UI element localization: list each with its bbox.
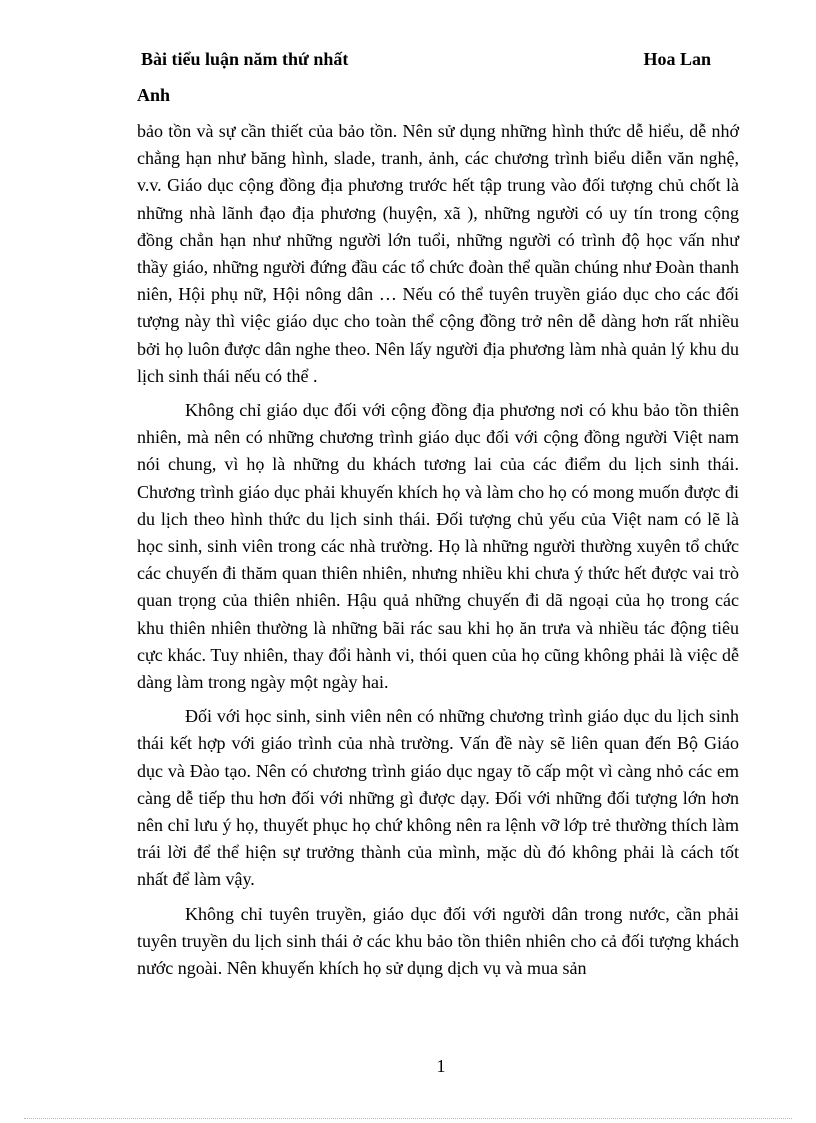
- paragraph-3: Đối với học sinh, sinh viên nên có những chương trình giáo dục du lịch sinh thái kết hợp với giáo trình của nhà trường. Vấn đề này sẽ liên quan đến Bộ Giáo dục và Đào tạo. Nên có chương trình giáo dục ngay tõ cấp một vì càng nhỏ các em càng dễ tiếp thu hơn đối với những gì được dạy. Đối với những đối tượng lớn hơn nên chỉ lưu ý họ, thuyết phục họ chứ không nên ra lệnh vỡ lớp trẻ thường thích làm trái lời để thể hiện sự trưởng thành của mình, mặc dù đó không phải là cách tốt nhất để làm vậy.: [137, 706, 739, 890]
- page-number: 1: [436, 1056, 446, 1076]
- document-body: [137, 118, 739, 989]
- paragraph-4: Không chỉ tuyên truyền, giáo dục đối với người dân trong nước, cần phải tuyên truyền du lịch sinh thái ở các khu bảo tồn thiên nhiên cho cả đối tượng khách nước ngoài. Nên khuyến khích họ sử dụng dịch vụ và mua sản: [137, 903, 739, 979]
- paragraph-1: bảo tồn và sự cần thiết của bảo tồn. Nên sử dụng những hình thức dễ hiểu, dễ nhớ chẳng hạn như băng hình, slade, tranh, ảnh, các chương trình biểu diễn văn nghệ, v.v. Giáo dục cộng đồng địa phương trước hết tập trung vào đối tượng chủ chốt là những nhà lãnh đạo địa phương (huyện, xã ), những người có uy tín trong cộng đồng chẳn hạn như những người lớn tuổi, những người có trình độ học vấn như thầy giáo, những người đứng đầu các tổ chức đoàn thể quần chúng như Đoàn thanh niên, Hội phụ nữ, Hội nông dân … Nếu có thể tuyên truyền giáo dục cho các đối tượng này thì việc giáo dục cho toàn thể cộng đồng trở nên dễ dàng hơn rất nhiều bởi họ luôn được dân nghe theo. Nên lấy người địa phương làm nhà quản lý khu du lịch sinh thái nếu có thể .: [137, 121, 739, 386]
- paragraph-2: Không chỉ giáo dục đối với cộng đồng địa phương nơi có khu bảo tồn thiên nhiên, mà nên có những chương trình giáo dục đối với cộng đồng người Việt nam nói chung, vì họ là những du khách tương lai của các điểm du lịch sinh thái. Chương trình giáo dục phải khuyến khích họ và làm cho họ có mong muốn được đi du lịch theo hình thức du lịch sinh thái. Đối tượng chủ yếu của Việt nam có lẽ là học sinh, sinh viên trong các nhà trường. Họ là những người thường xuyên tổ chức các chuyến đi thăm quan thiên nhiên, nhưng nhiều khi chưa ý thức hết được vai trò quan trọng của thiên nhiên. Hậu quả những chuyến đi dã ngoại của họ trong các khu thiên nhiên thường là những bãi rác sau khi họ ăn trưa và nhiều tác động tiêu cực khác. Tuy nhiên, thay đổi hành vi, thói quen của họ cũng không phải là việc dễ dàng làm trong ngày một ngày hai.: [137, 400, 739, 693]
- header-author: Hoa Lan: [643, 49, 711, 69]
- page-divider: [24, 1118, 792, 1119]
- header-author-continuation: Anh: [137, 85, 171, 105]
- page-header: [137, 49, 711, 75]
- header-title: Bài tiểu luận năm thứ nhất: [141, 49, 349, 69]
